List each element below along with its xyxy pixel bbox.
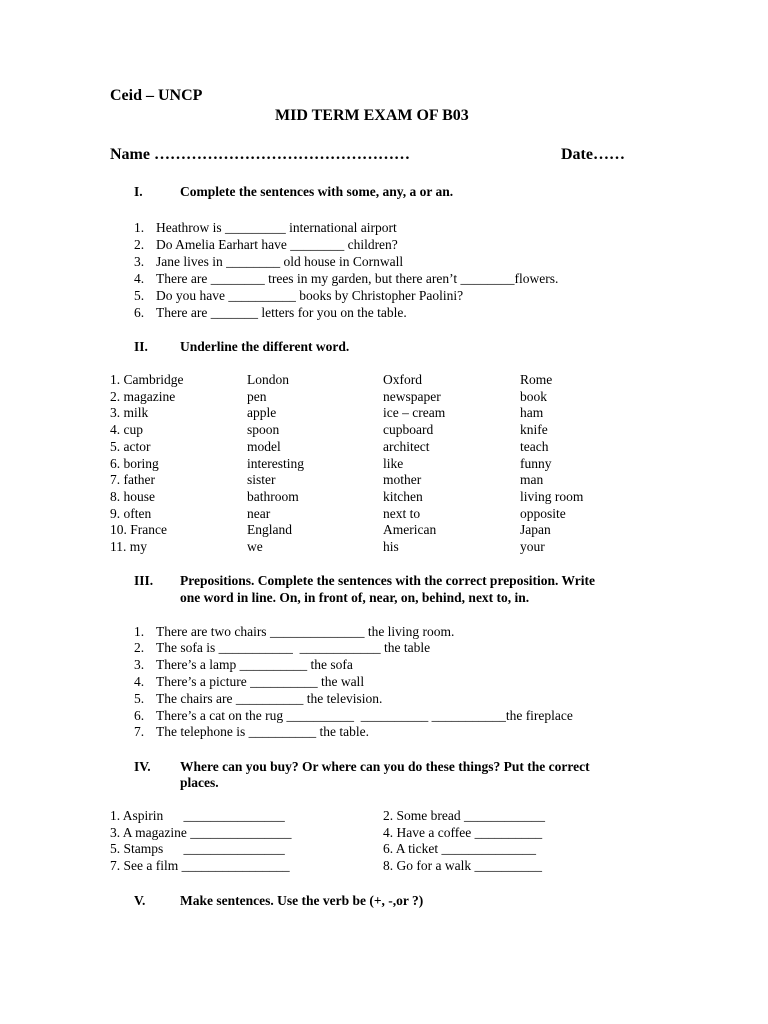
word-row-label: 9. often	[110, 505, 152, 521]
list-item-number: 5.	[134, 288, 145, 303]
word-option: Oxford	[383, 372, 422, 387]
exam-title: MID TERM EXAM OF B03	[275, 107, 469, 124]
word-option: near	[247, 505, 271, 521]
place-item: 2. Some bread ____________	[383, 808, 545, 823]
list-item-number: 1.	[134, 624, 145, 639]
word-option: funny	[520, 455, 552, 471]
section-2-heading: Underline the different word.	[180, 339, 350, 354]
list-item: The telephone is __________ the table.	[156, 724, 369, 739]
word-option: teach	[520, 438, 549, 454]
list-item-number: 2.	[134, 237, 145, 252]
list-item-number: 5.	[134, 691, 145, 706]
word-option: cupboard	[383, 422, 434, 438]
word-option: like	[383, 455, 404, 471]
word-row-label: 3. milk	[110, 405, 149, 421]
word-row-label: 11. my	[110, 539, 147, 554]
date-field: Date……	[561, 146, 625, 163]
list-item: Do you have __________ books by Christopher Paolini?	[156, 288, 464, 303]
institute-name: Ceid – UNCP	[110, 87, 203, 104]
list-item: There are _______ letters for you on the table.	[156, 305, 407, 320]
word-option: man	[520, 472, 544, 488]
section-5-heading: Make sentences. Use the verb be (+, -,or ?)	[180, 893, 424, 908]
word-option: your	[520, 539, 545, 554]
list-item-number: 7.	[134, 724, 145, 739]
section-3-heading-line1: Prepositions. Complete the sentences with the correct preposition. Write	[180, 573, 595, 588]
section-1-numeral: I.	[134, 184, 143, 199]
word-option: Rome	[520, 372, 553, 387]
list-item: There are two chairs ______________ the living room.	[156, 624, 455, 639]
word-option: ice – cream	[383, 405, 446, 421]
word-option: newspaper	[383, 388, 441, 404]
list-item-number: 3.	[134, 254, 145, 269]
word-option: model	[247, 438, 281, 454]
section-4-heading-line1: Where can you buy? Or where can you do these things? Put the correct	[180, 759, 590, 774]
list-item-number: 4.	[134, 674, 145, 689]
word-option: mother	[383, 472, 422, 488]
place-item: 5. Stamps _______________	[110, 841, 285, 857]
word-row-label: 2. magazine	[110, 388, 176, 404]
section-1-heading: Complete the sentences with some, any, a or an.	[180, 184, 454, 199]
word-row-label: 7. father	[110, 472, 155, 488]
list-item: There’s a cat on the rug __________ __________ ___________the fireplace	[156, 708, 573, 723]
word-option: next to	[383, 505, 421, 521]
list-item-number: 6.	[134, 305, 145, 320]
word-option: bathroom	[247, 488, 299, 504]
list-item-number: 2.	[134, 640, 145, 655]
word-row-label: 8. house	[110, 488, 155, 504]
list-item: There are ________ trees in my garden, but there aren’t ________flowers.	[156, 271, 559, 286]
word-option: sister	[247, 472, 276, 488]
word-option: Japan	[520, 522, 551, 538]
word-option: architect	[383, 438, 430, 454]
list-item: Heathrow is _________ international airport	[156, 220, 397, 235]
name-field: Name …………………………………………	[110, 146, 410, 163]
word-option: book	[520, 388, 547, 404]
section-2-numeral: II.	[134, 339, 148, 354]
list-item-number: 4.	[134, 271, 145, 286]
word-option: interesting	[247, 455, 304, 471]
word-row-label: 5. actor	[110, 438, 151, 454]
word-option: England	[247, 522, 292, 538]
list-item: The sofa is ___________ ____________ the table	[156, 640, 431, 655]
word-row-label: 6. boring	[110, 455, 159, 471]
word-option: ham	[520, 405, 544, 421]
word-option: spoon	[247, 422, 280, 438]
word-option: opposite	[520, 505, 566, 521]
list-item: There’s a picture __________ the wall	[156, 674, 365, 689]
word-option: American	[383, 522, 437, 538]
word-option: pen	[247, 388, 267, 404]
section-4-heading-line2: places.	[180, 775, 219, 790]
word-option: kitchen	[383, 488, 423, 504]
place-item: 1. Aspirin _______________	[110, 808, 285, 823]
list-item: There’s a lamp __________ the sofa	[156, 657, 353, 672]
place-item: 6. A ticket ______________	[383, 841, 536, 857]
word-row-label: 4. cup	[110, 422, 143, 438]
section-5-numeral: V.	[134, 893, 146, 908]
list-item: Do Amelia Earhart have ________ children?	[156, 237, 398, 252]
word-option: knife	[520, 422, 548, 438]
word-option: we	[247, 539, 263, 554]
section-4-numeral: IV.	[134, 759, 151, 774]
place-item: 4. Have a coffee __________	[383, 824, 543, 840]
word-option: living room	[520, 488, 584, 504]
list-item-number: 3.	[134, 657, 145, 672]
place-item: 7. See a film ________________	[110, 858, 290, 874]
word-row-label: 10. France	[110, 522, 167, 538]
place-item: 8. Go for a walk __________	[383, 858, 542, 874]
section-3-heading-line2: one word in line. On, in front of, near, on, behind, next to, in.	[180, 590, 530, 605]
list-item-number: 6.	[134, 708, 145, 723]
word-option: apple	[247, 405, 277, 421]
section-3-numeral: III.	[134, 573, 154, 588]
place-item: 3. A magazine _______________	[110, 824, 292, 840]
list-item: Jane lives in ________ old house in Cornwall	[156, 254, 404, 269]
word-option: his	[383, 539, 399, 554]
word-option: London	[247, 372, 289, 387]
word-row-label: 1. Cambridge	[110, 372, 184, 387]
list-item-number: 1.	[134, 220, 145, 235]
list-item: The chairs are __________ the television.	[156, 691, 383, 706]
